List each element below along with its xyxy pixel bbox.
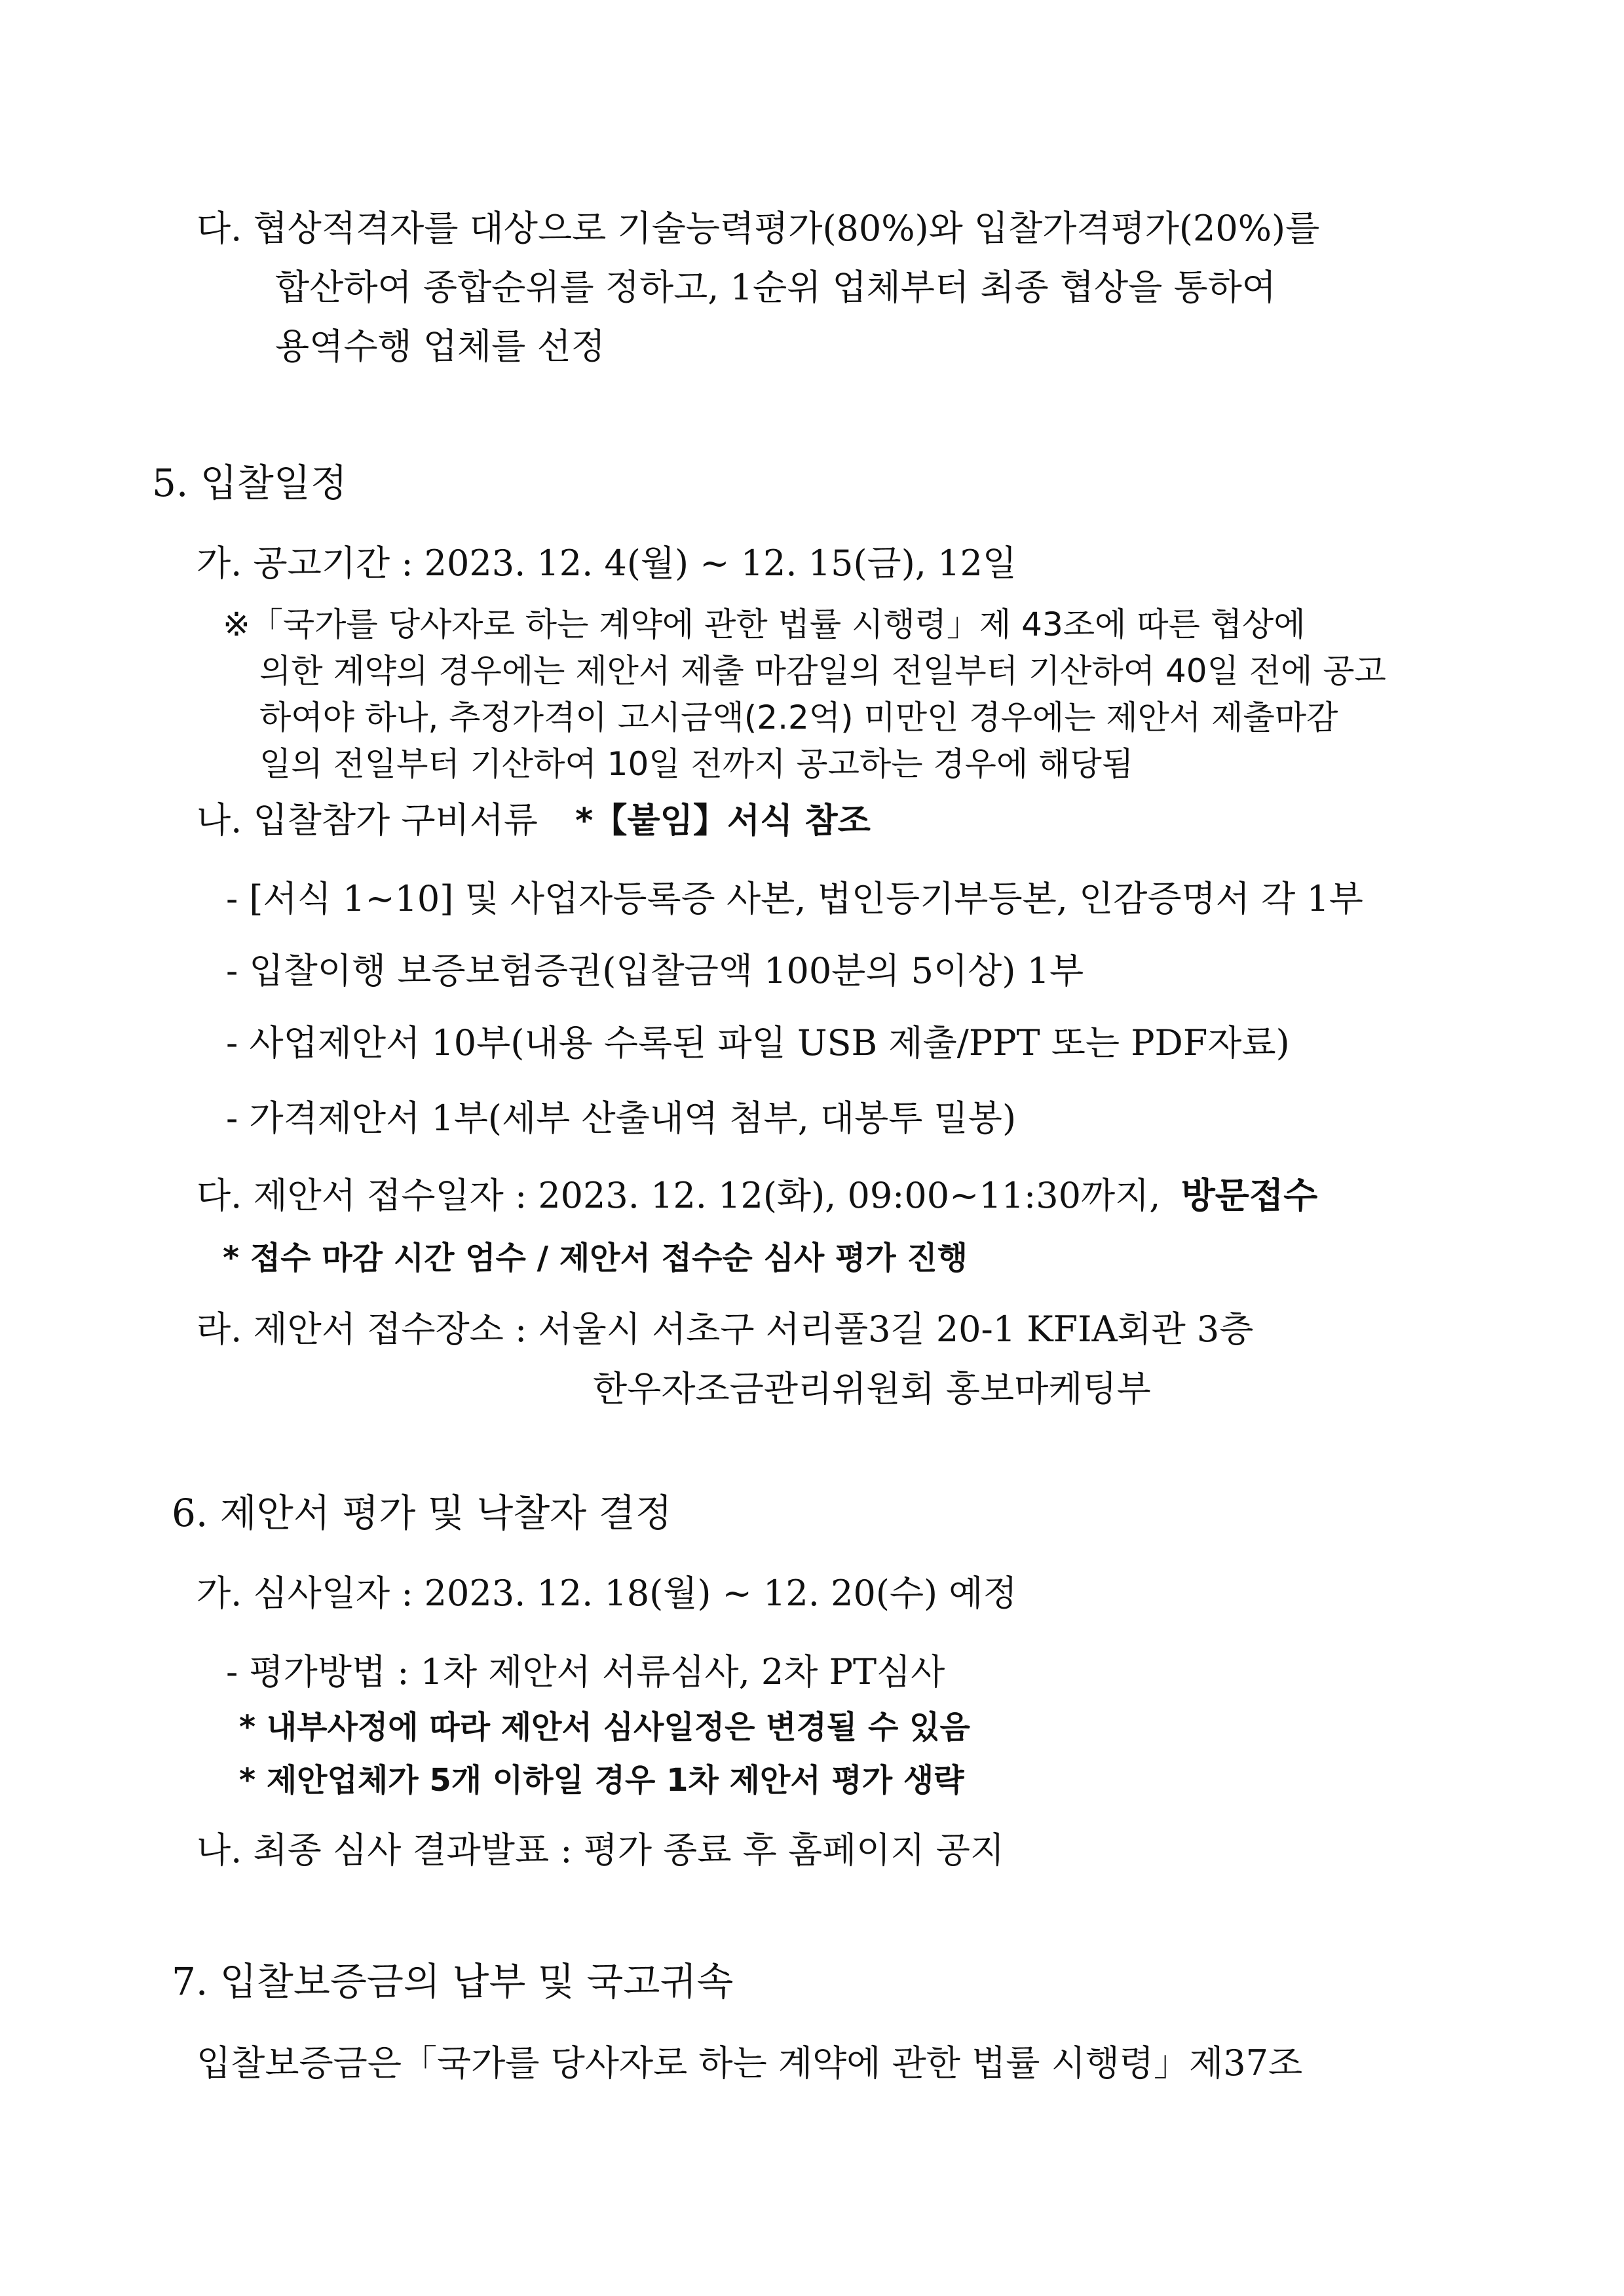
section6-note-2: * 제안업체가 5개 이하일 경우 1차 제안서 평가 생략 — [239, 1762, 964, 1799]
section7-heading: 7. 입찰보증금의 납부 및 국고귀속 — [172, 1959, 734, 2004]
section5-na-doc-item-1: - [서식 1~10] 및 사업자등록증 사본, 법인등기부등본, 인감증명서 각 1부 — [226, 878, 1363, 919]
section5-ga-note-line-4: 일의 전일부터 기산하여 10일 전까지 공고하는 경우에 해당됨 — [259, 745, 1134, 783]
section5-na-doc-item-3: - 사업제안서 10부(내용 수록된 파일 USB 제출/PPT 또는 PDF자료) — [226, 1022, 1290, 1063]
section6-item-ga: 가. 심사일자 : 2023. 12. 18(월) ~ 12. 20(수) 예정 — [197, 1573, 1017, 1614]
section5-item-ra-line-1: 라. 제안서 접수장소 : 서울시 서초구 서리풀3길 20-1 KFIA회관 3층 — [197, 1309, 1254, 1350]
section4-item-da-line-2: 합산하여 종합순위를 정하고, 1순위 업체부터 최종 협상을 통하여 — [275, 267, 1276, 308]
section5-ga-note-line-1: ※「국가를 당사자로 하는 계약에 관한 법률 시행령」제 43조에 따른 협상에 — [223, 605, 1306, 643]
section5-da-label: 다. 제안서 접수일자 : 2023. 12. 12(화), 09:00~11:30까지, — [197, 1175, 1161, 1216]
section5-da-visit-submission: 방문접수 — [1180, 1175, 1318, 1216]
section5-item-ga: 가. 공고기간 : 2023. 12. 4(월) ~ 12. 15(금), 12일 — [197, 543, 1017, 584]
section5-na-label: 나. 입찰참가 구비서류 — [197, 799, 538, 841]
section6-item-na: 나. 최종 심사 결과발표 : 평가 종료 후 홈페이지 공지 — [197, 1829, 1005, 1871]
section5-item-na — [197, 799, 871, 841]
section5-ga-note-line-2: 의한 계약의 경우에는 제안서 제출 마감일의 전일부터 기산하여 40일 전에 공고 — [259, 652, 1386, 690]
section7-body: 입찰보증금은「국가를 당사자로 하는 계약에 관한 법률 시행령」제37조 — [197, 2042, 1303, 2084]
section4-item-da-line-1: 다. 협상적격자를 대상으로 기술능력평가(80%)와 입찰가격평가(20%)를 — [197, 208, 1320, 249]
section4-item-da-line-3: 용역수행 업체를 선정 — [275, 326, 605, 367]
section5-item-da — [197, 1175, 1318, 1216]
section6-heading: 6. 제안서 평가 및 낙찰자 결정 — [172, 1491, 672, 1535]
section5-na-attachment-ref: *【붙임】서식 참조 — [575, 801, 871, 841]
section6-eval-method: - 평가방법 : 1차 제안서 서류심사, 2차 PT심사 — [226, 1651, 945, 1693]
section5-da-note: * 접수 마감 시간 엄수 / 제안서 접수순 심사 평가 진행 — [223, 1240, 968, 1276]
section5-heading: 5. 입찰일정 — [152, 461, 347, 505]
section5-na-doc-item-4: - 가격제안서 1부(세부 산출내역 첨부, 대봉투 밀봉) — [226, 1098, 1017, 1139]
section5-item-ra-line-2: 한우자조금관리위원회 홍보마케팅부 — [593, 1368, 1151, 1409]
section5-na-doc-item-2: - 입찰이행 보증보험증권(입찰금액 100분의 5이상) 1부 — [226, 950, 1084, 991]
section5-ga-note-line-3: 하여야 하나, 추정가격이 고시금액(2.2억) 미만인 경우에는 제안서 제출마감 — [259, 698, 1338, 737]
section6-note-1: * 내부사정에 따라 제안서 심사일정은 변경될 수 있음 — [239, 1709, 970, 1746]
